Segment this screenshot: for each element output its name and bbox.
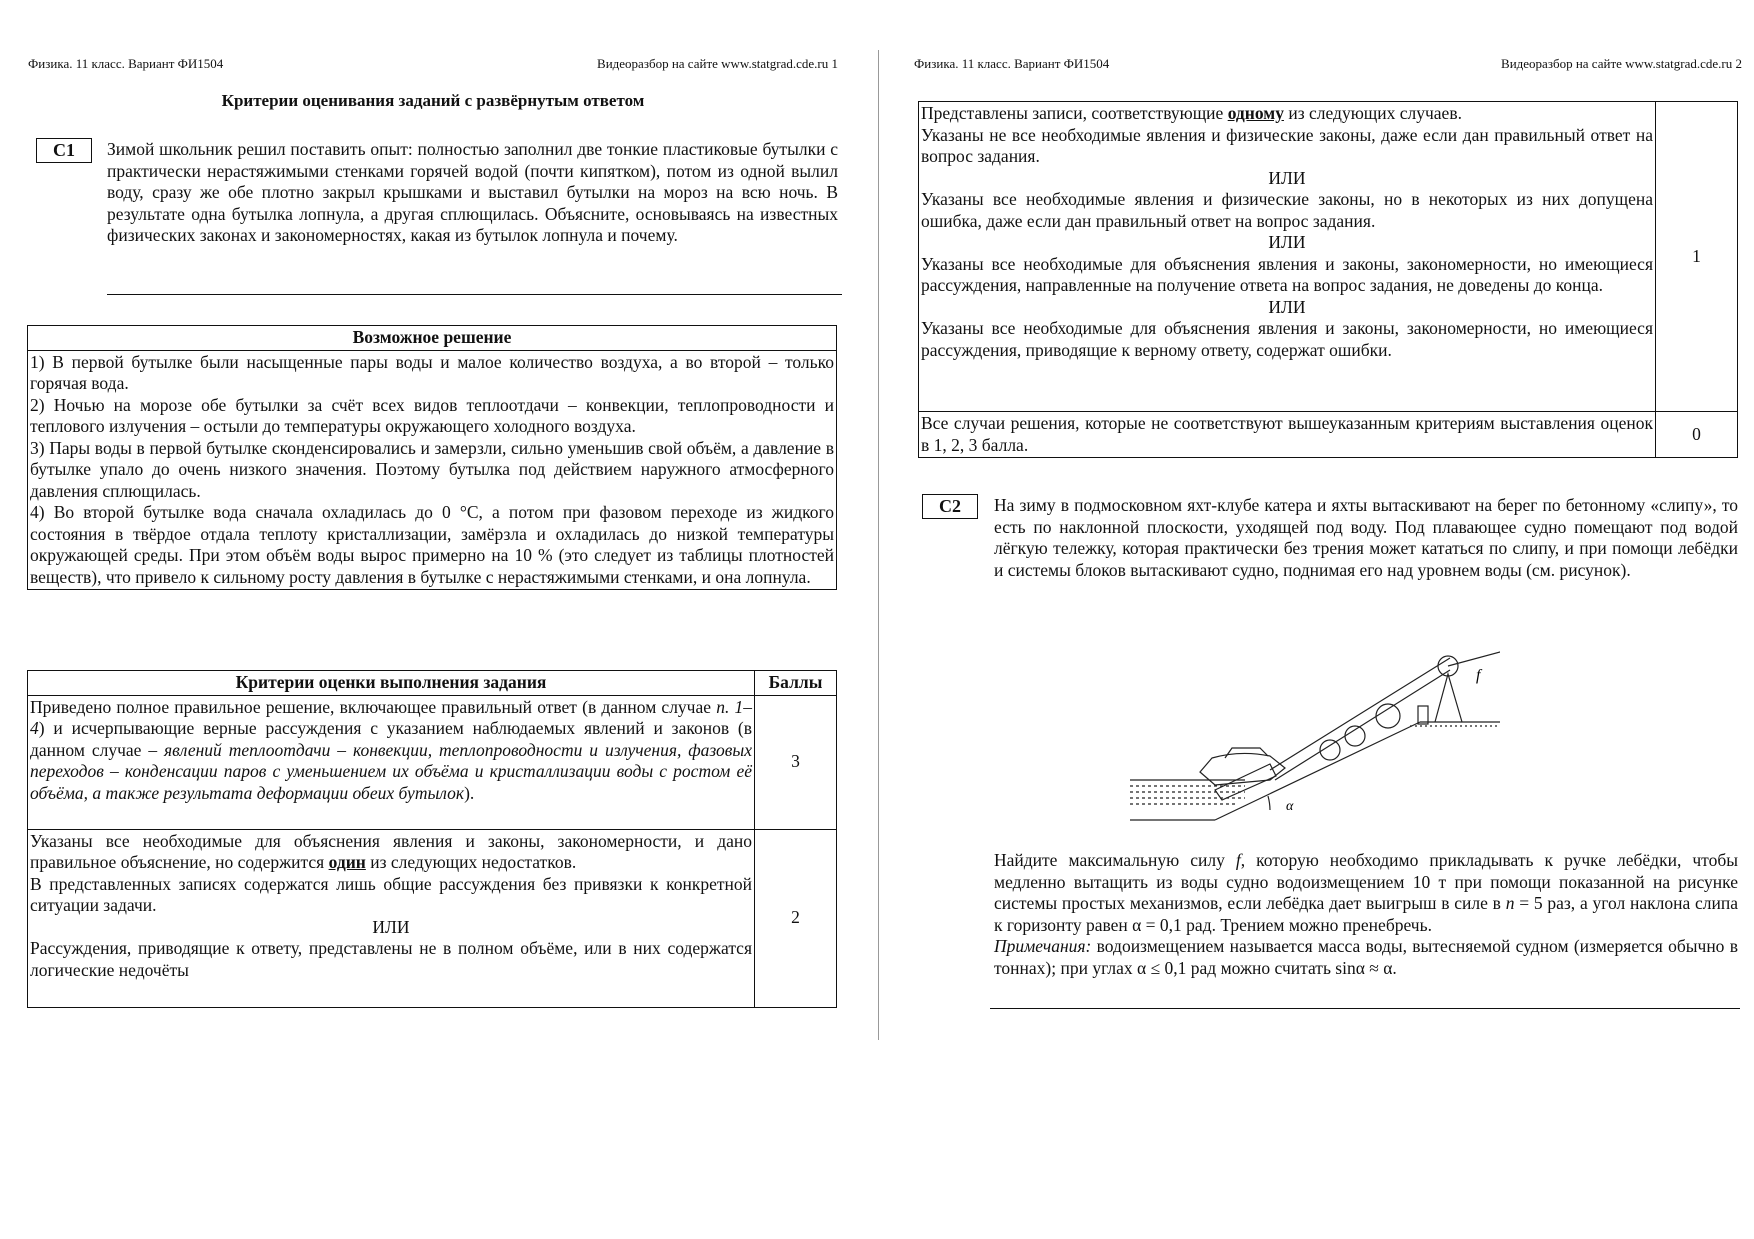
page-header-left: Физика. 11 класс. Вариант ФИ1504: [28, 56, 224, 71]
criteria-text: Указаны все необходимые для объяснения явления и законы, закономерности, и дано правильное объяснение, но содержится: [30, 830, 752, 872]
criteria-table-continued: [918, 101, 1738, 458]
score-2: 2: [755, 829, 837, 1007]
question-text: , которую необходимо прикладывать к ручке лебёдки, чтобы медленно вытащить из воды судно водоизмещением 10 т при помощи показанной на рисунке системы простых механизмов, если лебёдка дает выигрыш в силе в: [994, 850, 1738, 913]
question-text: Найдите максимальную силу: [994, 850, 1236, 870]
page-header-right: Видеоразбор на сайте www.statgrad.cde.ru 2: [1501, 56, 1742, 71]
winch-stand: [1435, 674, 1462, 722]
criteria-italic: явлений теплоотдачи – конвекции, теплопроводности и излучения, фазовых переходов – конденсации паров с уменьшением их объёма и кристаллизации воды с ростом её объёма, а также результата деформации обеих бутылок: [30, 739, 752, 803]
criteria-text: Указаны не все необходимые явления и физические законы, даже если дан правильный ответ на вопрос задания.: [921, 124, 1653, 166]
pulley: [1376, 704, 1400, 728]
or-separator: ИЛИ: [372, 916, 410, 937]
question-var: n: [1505, 893, 1515, 913]
slipway-incline: [1215, 722, 1420, 820]
page-title: Критерии оценивания заданий с развёрнутым ответом: [221, 91, 645, 110]
solution-heading: Возможное решение: [28, 326, 837, 351]
or-separator: ИЛИ: [1268, 296, 1306, 317]
or-separator: ИЛИ: [1268, 232, 1306, 252]
criteria-row-2: [28, 829, 755, 1007]
force-label: f: [1476, 667, 1481, 684]
or-separator: ИЛИ: [1268, 167, 1306, 188]
task-label-c1: C1: [36, 138, 92, 163]
solution-body: [28, 350, 837, 590]
task-c1-rule: [107, 294, 842, 295]
question-var: f: [1235, 850, 1241, 870]
score-col-header: Баллы: [755, 671, 837, 696]
score-0: 0: [1656, 412, 1738, 458]
note-text: водоизмещением называется масса воды, вытесняемой судном (измеряется обычно в тоннах); при углах α ≤ 0,1 рад можно считать sinα ≈ α.: [994, 936, 1738, 978]
criteria-row-1: [919, 102, 1656, 412]
slipway-figure: [1120, 640, 1500, 840]
criteria-text: Рассуждения, приводящие к ответу, представлены не в полном объёме, или в них содержатся логические недочёты: [30, 938, 752, 980]
note-label: Примечания:: [994, 936, 1092, 956]
task-c2-question: [994, 850, 1738, 979]
angle-label: α: [1286, 799, 1294, 814]
criteria-text: Указаны все необходимые для объяснения явления и законы, закономерности, но имеющиеся рассуждения, приводящие к верному ответу, содержат ошибки.: [921, 318, 1653, 360]
score-3: 3: [755, 695, 837, 829]
score-1: 1: [1656, 102, 1738, 412]
criteria-text: ).: [464, 782, 475, 803]
rope-upper: [1270, 658, 1450, 770]
winch-handle: [1448, 648, 1500, 666]
page-header-right: Видеоразбор на сайте www.statgrad.cde.ru 1: [597, 56, 838, 71]
pulley: [1345, 726, 1365, 746]
criteria-row-3: [28, 695, 755, 829]
criteria-bold: одному: [1227, 103, 1284, 123]
page-header-left: Физика. 11 класс. Вариант ФИ1504: [914, 56, 1110, 71]
criteria-text: Приведено полное правильное решение, включающее правильный ответ (в данном случае: [30, 696, 717, 717]
solution-item: 3) Пары воды в первой бутылке сконденсировались и замерзли, сильно уменьшив свой объём, а давление в бутылке упало до очень низкого значения. Поэтому бутылка под действием наружного атмосферного давления сплющилась.: [30, 437, 834, 501]
criteria-text: Представлены записи, соответствующие: [921, 103, 1228, 123]
criteria-italic: п. 1–4: [30, 696, 752, 738]
task-c2-text: На зиму в подмосковном яхт-клубе катера и яхты вытаскивают на берег по бетонному «слипу», то есть по наклонной плоскости, уходящей под воду. Под плавающее судно помещают под водой лёгкую тележку, которая практически без трения может кататься по слипу, и при помощи лебёдки и системы блоков вытаскивают судно, поднимая его над уровнем воды (см. рисунок).: [994, 495, 1738, 580]
criteria-text: из следующих недостатков.: [365, 852, 577, 872]
criteria-text: из следующих случаев.: [1283, 103, 1462, 123]
criteria-text: Указаны все необходимые явления и физические законы, но в некоторых из них допущена ошибка, даже если дан правильный ответ на вопрос задания.: [921, 189, 1653, 231]
criteria-text: ) и исчерпывающие верные рассуждения с указанием наблюдаемых явлений и законов (в данном случае –: [30, 718, 752, 760]
criteria-text: В представленных записях содержатся лишь общие рассуждения без привязки к конкретной ситуации задачи.: [30, 873, 752, 915]
page-2: [880, 0, 1754, 1239]
solution-table: [27, 325, 837, 590]
angle-arc: [1268, 796, 1270, 810]
task-c2-rule: [990, 1008, 1740, 1009]
solution-item: 2) Ночью на морозе обе бутылки за счёт всех видов теплоотдачи – конвекции, теплопроводности и теплового излучения – остыли до температуры окружающего холодного воздуха.: [30, 394, 834, 436]
rope-lower: [1275, 670, 1450, 780]
task-label-c2: C2: [922, 494, 978, 519]
task-c1-text: Зимой школьник решил поставить опыт: полностью заполнил две тонкие пластиковые бутылки с практически нерастяжимыми стенками горячей водой (почти кипятком), потом из одной вылил воду, сразу же обе плотно закрыл крышками и выставил бутылки на мороз на всю ночь. В результате одна бутылка лопнула, а другая сплющилась. Объясните, основываясь на известных физических законах и закономерностях, какая из бутылок лопнула и почему.: [107, 139, 838, 245]
pulley-mount: [1418, 706, 1428, 724]
question-text: = 5 раз, а угол наклона слипа к горизонту равен α = 0,1 рад. Трением можно пренебречь.: [994, 893, 1738, 935]
criteria-bold: один: [328, 852, 366, 872]
criteria-table: [27, 670, 837, 1008]
criteria-col-header: Критерии оценки выполнения задания: [28, 671, 755, 696]
criteria-text: Указаны все необходимые для объяснения явления и законы, закономерности, но имеющиеся рассуждения, направленные на получение ответа на вопрос задания, не доведены до конца.: [921, 253, 1653, 295]
solution-item: 4) Во второй бутылке вода сначала охладилась до 0 °С, а потом при фазовом переходе из жидкого состояния в твёрдое отдала теплоту кристаллизации, замёрзла и охладилась до низкой температуры окружающей среды. При этом объём воды вырос примерно на 10 % (это следует из таблицы плотностей веществ), что привело к сильному росту давления в бутылке с нерастяжимыми стенками, и она лопнула.: [30, 502, 834, 587]
solution-item: 1) В первой бутылке были насыщенные пары воды и малое количество воздуха, а во второй – только горячая вода.: [30, 351, 834, 393]
criteria-row-0: Все случаи решения, которые не соответствуют вышеуказанным критериям выставления оценок в 1, 2, 3 балла.: [919, 412, 1656, 458]
